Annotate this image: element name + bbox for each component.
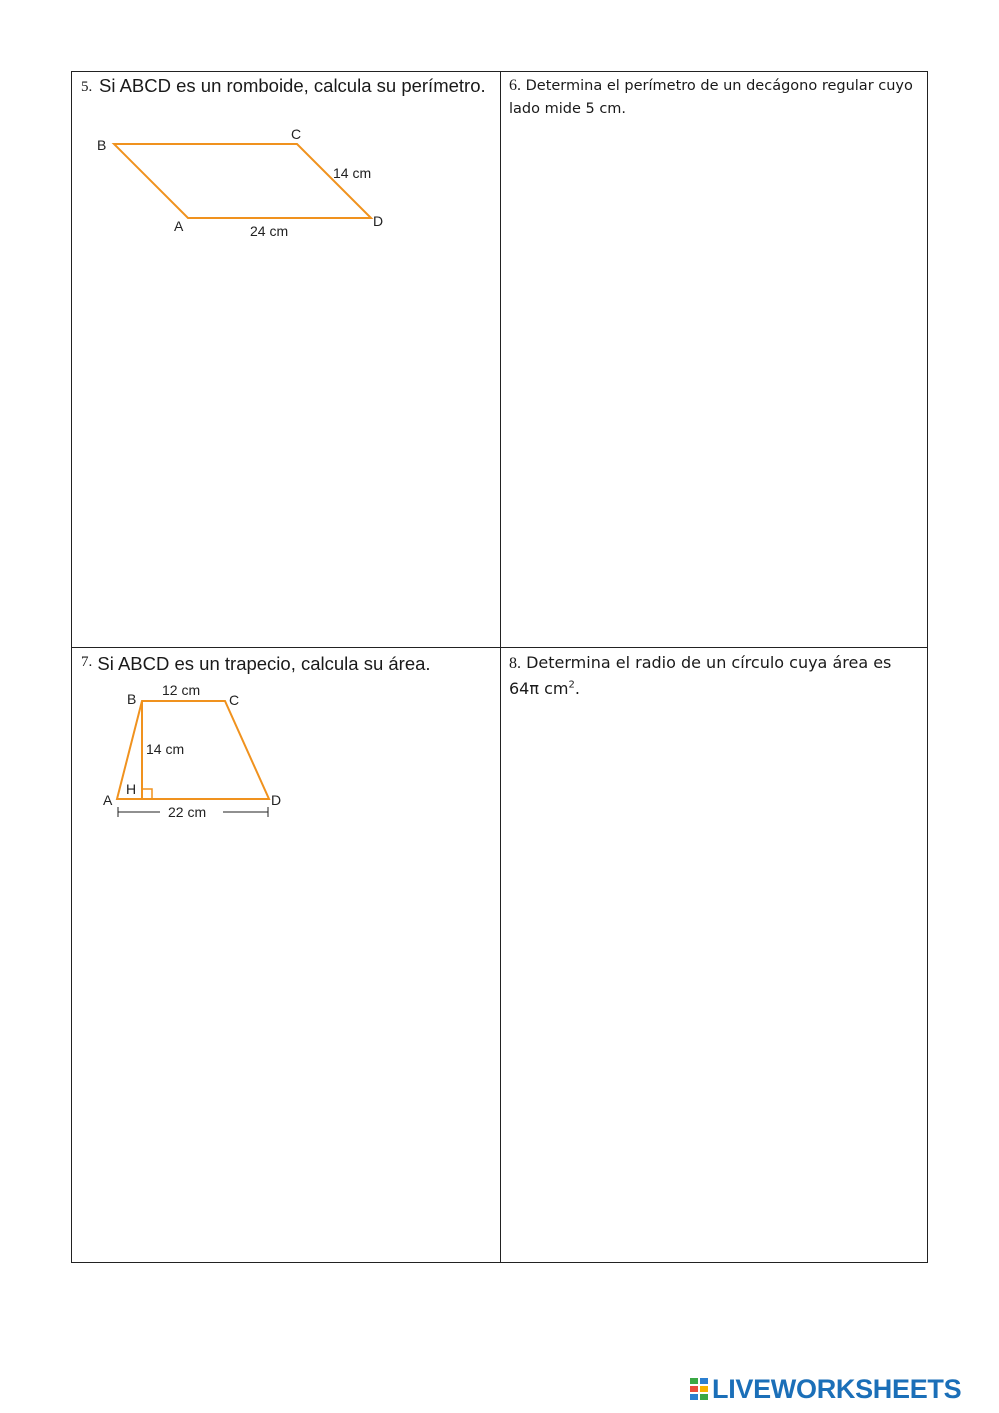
base-length-label: 24 cm xyxy=(250,223,289,239)
rhomboid-shape xyxy=(114,144,371,218)
vertex-d-label: D xyxy=(373,213,384,229)
cell-question-8 xyxy=(501,648,928,1263)
side-length-label: 14 cm xyxy=(333,165,372,181)
liveworksheets-logo-icon xyxy=(690,1378,708,1400)
trapezoid-figure xyxy=(97,680,307,830)
right-angle-mark xyxy=(142,789,152,799)
vertex-d-label: D xyxy=(271,792,282,808)
question-text: Si ABCD es un romboide, calcula su perímetro. xyxy=(99,75,486,96)
top-length-label: 12 cm xyxy=(162,682,201,698)
vertex-a-label: A xyxy=(103,792,113,808)
vertex-b-label: B xyxy=(97,137,107,153)
question-end: . xyxy=(574,679,580,698)
question-number: 6. xyxy=(509,77,521,94)
trapezoid-shape xyxy=(117,701,269,799)
cell-question-7 xyxy=(72,648,501,1263)
worksheet-grid xyxy=(71,71,928,1263)
base-length-label: 22 cm xyxy=(168,804,207,820)
question-number: 7. xyxy=(81,654,93,670)
question-8 xyxy=(509,650,919,701)
question-6 xyxy=(509,74,914,121)
question-5 xyxy=(81,74,491,98)
vertex-a-label: A xyxy=(174,218,184,234)
vertex-b-label: B xyxy=(127,691,137,707)
vertex-c-label: C xyxy=(291,127,302,142)
question-text: Determina el perímetro de un decágono regular cuyo lado mide 5 cm. xyxy=(509,78,913,117)
question-text: Determina el radio de un círculo cuya área es 64π cm xyxy=(509,653,892,698)
rhomboid-figure xyxy=(92,127,422,247)
vertex-h-label: H xyxy=(126,781,137,797)
brand-footer xyxy=(690,1372,961,1406)
cell-question-6 xyxy=(501,72,928,648)
cell-question-5 xyxy=(72,72,501,648)
vertex-c-label: C xyxy=(229,692,240,708)
question-number: 5. xyxy=(81,79,93,95)
question-number: 8. xyxy=(509,655,521,672)
exponent: 2 xyxy=(568,679,575,691)
brand-name: LIVEWORKSHEETS xyxy=(712,1373,962,1404)
height-length-label: 14 cm xyxy=(146,741,185,757)
question-7 xyxy=(81,652,491,678)
question-text: Si ABCD es un trapecio, calcula su área. xyxy=(97,653,431,674)
